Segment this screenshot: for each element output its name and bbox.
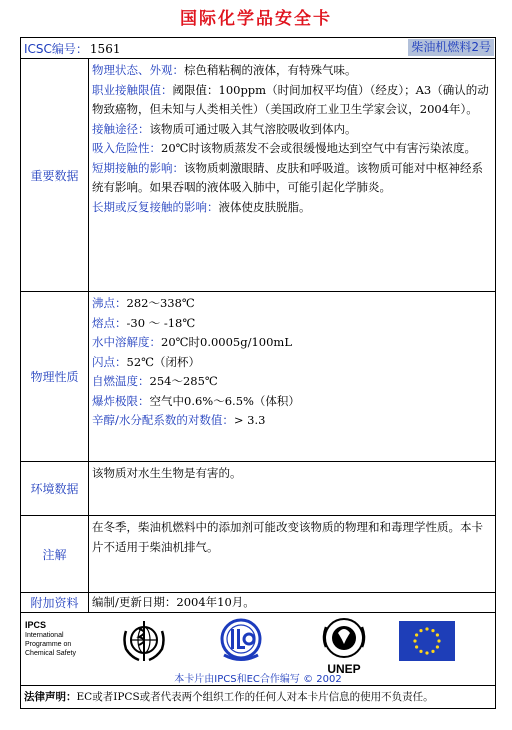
card-title: 国际化学品安全卡 bbox=[180, 9, 332, 29]
ipcs-name: IPCS bbox=[25, 620, 47, 630]
notes-content: 在冬季，柴油机燃料中的添加剂可能改变该物质的物理和和毒理学性质。本卡片不适用于柴油机排气。 bbox=[92, 520, 483, 554]
eu-flag-icon bbox=[399, 621, 455, 661]
physical-content bbox=[90, 292, 495, 461]
disclaimer-key: 法律声明： bbox=[24, 691, 77, 703]
additional-section bbox=[21, 593, 495, 613]
substance-name: 柴油机燃料2号 bbox=[408, 39, 494, 56]
disclaimer bbox=[24, 685, 434, 708]
notes-label: 注解 bbox=[21, 516, 89, 592]
physical-item: 闪点：52℃（闭杯） bbox=[92, 354, 200, 369]
disclaimer-section bbox=[21, 685, 495, 708]
key-data-section bbox=[21, 59, 495, 292]
key-data-item: 职业接触限值：阈限值：100ppm（时间加权平均值）（经皮）；A3（确认的动物致癌物，但未知与人类相关性）（美国政府工业卫生学家会议，2004年）。 bbox=[92, 82, 489, 116]
key-data-item: 短期接触的影响：该物质刺激眼睛、皮肤和呼吸道。该物质可能对中枢神经系统有影响。如果吞咽的液体吸入肺中，可能引起化学肺炎。 bbox=[92, 160, 483, 194]
icsc-row bbox=[21, 38, 495, 59]
ilo-logo-icon bbox=[216, 617, 266, 663]
ipcs-line: Programme on bbox=[25, 641, 72, 648]
key-data-item: 吸入危险性：20℃时该物质蒸发不会或很缓慢地达到空气中有害污染浓度。 bbox=[92, 141, 476, 155]
ipcs-line: International bbox=[25, 632, 64, 639]
environment-label: 环境数据 bbox=[21, 462, 89, 515]
logos-section bbox=[21, 613, 495, 686]
physical-item: 自燃温度：254～285℃ bbox=[92, 374, 218, 388]
icsc-number-value: 1561 bbox=[89, 42, 121, 56]
physical-item: 爆炸极限：空气中0.6%～6.5%（体积） bbox=[92, 393, 300, 408]
ipcs-line: Chemical Safety bbox=[25, 650, 76, 657]
key-data-item: 接触途径：该物质可通过吸入其气溶胶吸收到体内。 bbox=[92, 121, 357, 136]
who-logo-icon bbox=[121, 617, 167, 663]
unep-logo-icon bbox=[318, 617, 370, 677]
key-data-content bbox=[90, 59, 495, 291]
disclaimer-text: EC或者IPCS或者代表两个组织工作的任何人对本卡片信息的使用不负责任。 bbox=[76, 691, 434, 703]
safety-card bbox=[20, 37, 496, 709]
physical-item: 沸点：282～338℃ bbox=[92, 296, 195, 310]
unep-text: UNEP bbox=[327, 662, 361, 676]
ipcs-block bbox=[25, 619, 105, 658]
notes-section bbox=[21, 516, 495, 593]
environment-section bbox=[21, 462, 495, 516]
physical-item: 熔点：-30 ～ -18℃ bbox=[92, 315, 196, 330]
key-data-item: 长期或反复接触的影响：液体使皮肤脱脂。 bbox=[92, 199, 311, 214]
icsc-number bbox=[24, 40, 120, 57]
icsc-label: ICSC编号： bbox=[24, 42, 88, 56]
physical-label: 物理性质 bbox=[21, 292, 89, 461]
environment-content: 该物质对水生生物是有害的。 bbox=[92, 466, 242, 480]
credit-text: 本卡片由IPCS和EC合作编写 © 2002 bbox=[174, 674, 342, 685]
key-data-item: 物理状态、外观：棕色稍粘稠的液体，有特殊气味。 bbox=[92, 63, 357, 77]
physical-section bbox=[21, 292, 495, 462]
physical-item: 水中溶解度：20℃时0.0005g/100mL bbox=[92, 335, 292, 349]
additional-content: 编制/更新日期：2004年10月。 bbox=[92, 595, 255, 609]
additional-label: 附加资料 bbox=[21, 593, 89, 612]
physical-item: 辛醇/水分配系数的对数值：> 3.3 bbox=[92, 413, 266, 427]
key-data-label: 重要数据 bbox=[21, 59, 89, 291]
